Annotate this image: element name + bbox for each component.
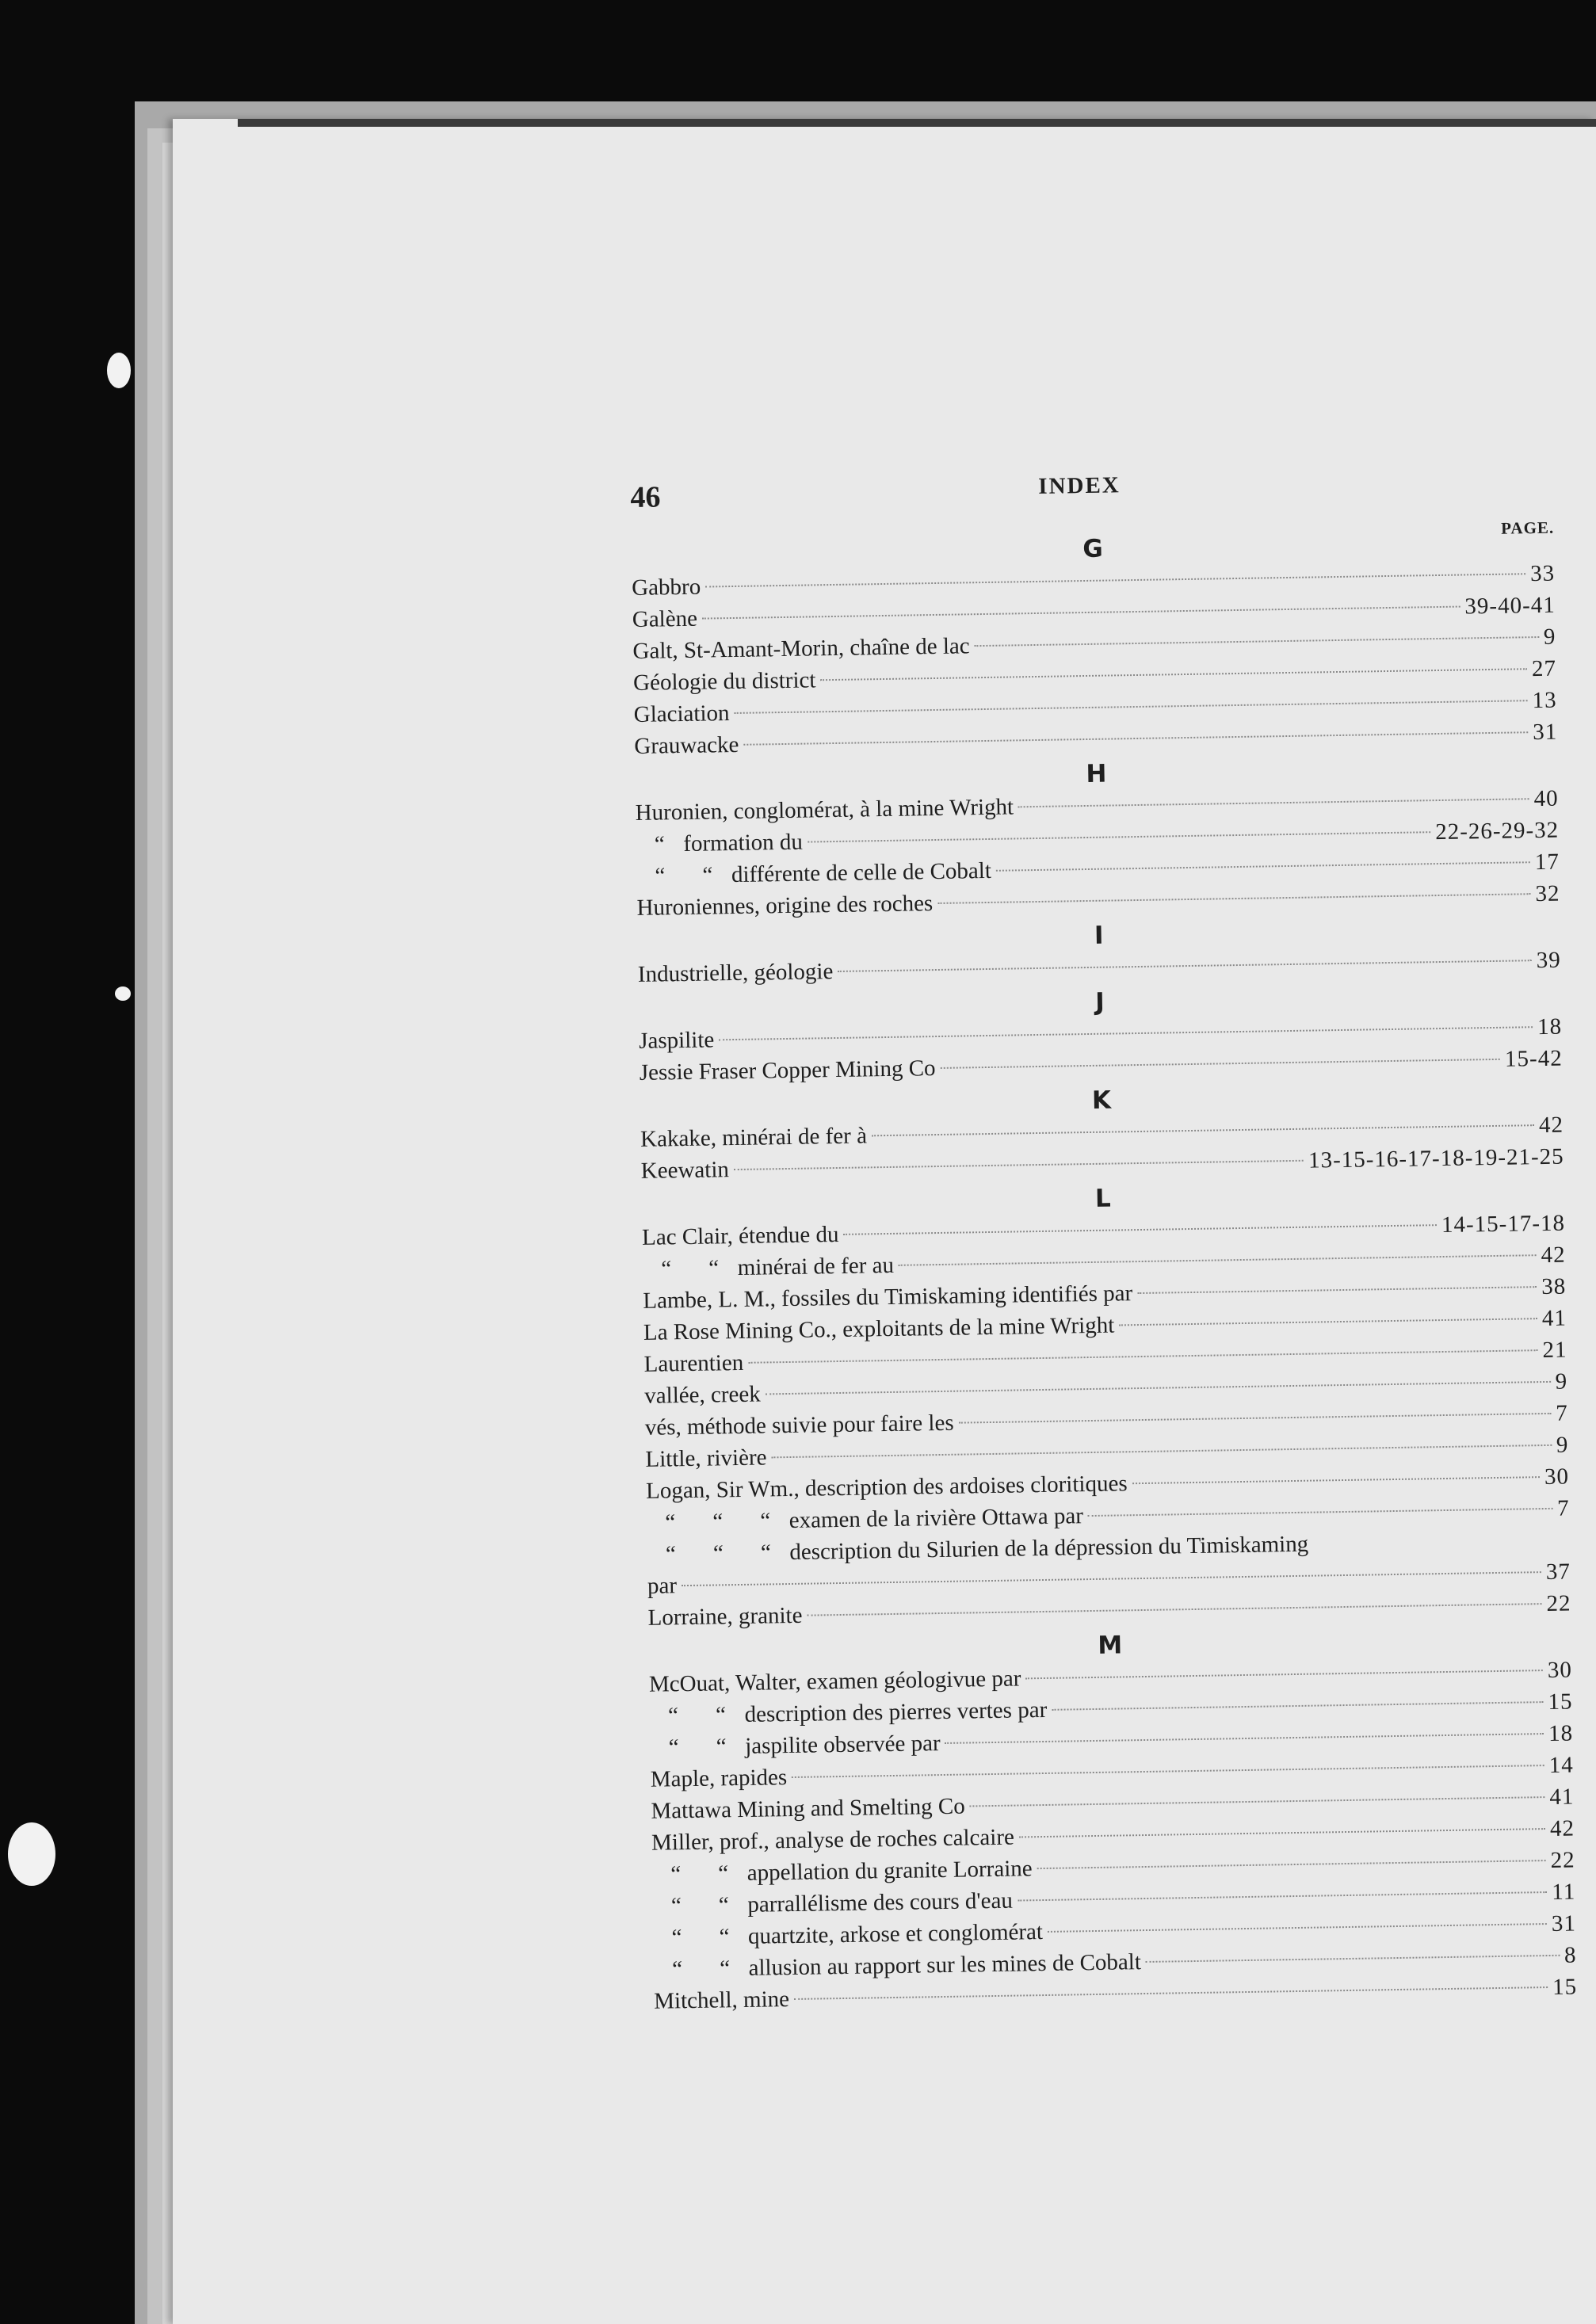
index-list bbox=[631, 523, 1577, 2017]
dot-leader bbox=[1037, 1860, 1546, 1869]
entry-pages: 9 bbox=[1543, 624, 1556, 650]
entry-pages: 15-42 bbox=[1504, 1045, 1563, 1072]
entry-pages: 9 bbox=[1556, 1432, 1569, 1458]
entry-term: Gabbro bbox=[631, 574, 701, 601]
entry-pages: 42 bbox=[1538, 1112, 1564, 1139]
dot-leader bbox=[794, 1986, 1548, 2000]
entry-term: Keewatin bbox=[640, 1157, 730, 1184]
entry-pages: 32 bbox=[1535, 880, 1560, 907]
entry-pages: 14 bbox=[1548, 1752, 1574, 1778]
entry-pages: 41 bbox=[1541, 1305, 1567, 1332]
ditto-mark: “ bbox=[670, 1861, 682, 1887]
entry-pages: 18 bbox=[1548, 1720, 1574, 1746]
entry-term: “ “ différente de celle de Cobalt bbox=[636, 855, 992, 892]
entry-pages: 11 bbox=[1552, 1879, 1576, 1905]
entry-term: Kakake, minérai de fer à bbox=[640, 1123, 868, 1152]
dot-leader bbox=[1025, 1670, 1542, 1679]
entry-term: “ “ “ description du Silurien de la dépression du Timiskaming bbox=[647, 1528, 1308, 1570]
entry-pages: 31 bbox=[1532, 719, 1558, 746]
section-letter: J bbox=[1094, 987, 1105, 1017]
entry-term: vés, méthode suivie pour faire les bbox=[644, 1410, 954, 1441]
ditto-mark: “ bbox=[655, 863, 666, 889]
entry-term: “ formation du bbox=[636, 826, 803, 861]
page-number: 46 bbox=[630, 480, 661, 514]
ditto-mark: “ bbox=[712, 1509, 724, 1535]
dot-leader bbox=[719, 1026, 1533, 1040]
entry-pages: 9 bbox=[1555, 1368, 1568, 1395]
entry-pages: 40 bbox=[1533, 785, 1559, 812]
entry-pages: 13-15-16-17-18-19-21-25 bbox=[1308, 1143, 1564, 1173]
entry-pages: 21 bbox=[1542, 1337, 1567, 1364]
entry-term: “ “ parrallélisme des cours d'eau bbox=[652, 1885, 1013, 1922]
ditto-mark: “ bbox=[668, 1734, 679, 1761]
entry-term: Lambe, L. M., fossiles du Timiskaming identifiés par bbox=[643, 1280, 1133, 1314]
dot-leader bbox=[941, 1059, 1501, 1069]
entry-pages: 42 bbox=[1541, 1242, 1566, 1269]
entry-term: Maple, rapides bbox=[650, 1765, 788, 1792]
section-letter: I bbox=[1094, 921, 1104, 950]
ditto-mark: “ bbox=[708, 1255, 720, 1281]
dot-leader bbox=[899, 1254, 1537, 1266]
ditto-mark: “ bbox=[661, 1256, 672, 1282]
dot-leader bbox=[743, 731, 1528, 746]
dot-leader bbox=[1052, 1701, 1543, 1711]
dot-leader bbox=[1313, 1541, 1565, 1545]
entry-pages: 39-40-41 bbox=[1464, 592, 1556, 620]
entry-term: Jaspilite bbox=[638, 1027, 715, 1054]
dot-leader bbox=[996, 861, 1530, 872]
ditto-mark: “ bbox=[712, 1540, 724, 1567]
dot-leader bbox=[1132, 1476, 1540, 1484]
dot-leader bbox=[734, 1160, 1304, 1170]
entry-term: Mattawa Mining and Smelting Co bbox=[651, 1793, 965, 1824]
ditto-mark: “ bbox=[718, 1892, 730, 1918]
binder-hole-mark bbox=[115, 986, 131, 1001]
dot-leader bbox=[959, 1413, 1552, 1424]
ditto-mark: “ bbox=[665, 1509, 676, 1536]
entry-term: Huronien, conglomérat, à la mine Wright bbox=[635, 794, 1014, 826]
entry-pages: 39 bbox=[1536, 947, 1562, 974]
entry-term: Glaciation bbox=[633, 700, 730, 727]
entry-term: Jessie Fraser Copper Mining Co bbox=[639, 1055, 936, 1086]
dot-leader bbox=[792, 1765, 1544, 1778]
binder-hole-mark bbox=[107, 353, 131, 388]
ditto-mark: “ bbox=[760, 1540, 772, 1566]
entry-term: “ “ jaspilite observée par bbox=[650, 1727, 941, 1764]
entry-term: McOuat, Walter, examen géologivue par bbox=[648, 1666, 1021, 1697]
dot-leader bbox=[945, 1733, 1544, 1744]
page-title: INDEX bbox=[1038, 472, 1121, 499]
entry-term: “ “ description des pierres vertes par bbox=[649, 1694, 1047, 1732]
entry-term: “ “ quartzite, arkose et conglomérat bbox=[653, 1916, 1044, 1954]
dot-leader bbox=[1019, 1828, 1545, 1837]
entry-pages: 13 bbox=[1532, 687, 1557, 714]
dot-leader bbox=[705, 573, 1525, 587]
ditto-mark: “ bbox=[671, 1956, 683, 1982]
ditto-mark: “ bbox=[719, 1924, 730, 1950]
dot-leader bbox=[1048, 1923, 1547, 1933]
dot-leader bbox=[872, 1124, 1534, 1136]
entry-term: Grauwacke bbox=[634, 731, 739, 759]
dot-leader bbox=[807, 1603, 1541, 1616]
dot-leader bbox=[975, 636, 1539, 647]
ditto-mark: “ bbox=[716, 1734, 727, 1760]
entry-pages: 15 bbox=[1552, 1974, 1578, 2000]
entry-pages: 30 bbox=[1544, 1463, 1570, 1490]
entry-pages: 14-15-17-18 bbox=[1441, 1210, 1566, 1238]
dot-leader bbox=[844, 1224, 1437, 1235]
section-letter: H bbox=[1086, 759, 1107, 789]
section-letter: M bbox=[1098, 1631, 1123, 1660]
ditto-mark: “ bbox=[718, 1860, 729, 1887]
dot-leader bbox=[1018, 798, 1529, 807]
entry-pages: 30 bbox=[1547, 1657, 1573, 1683]
entry-pages: 22-26-29-32 bbox=[1434, 817, 1560, 845]
dot-leader bbox=[808, 831, 1430, 842]
dot-leader bbox=[1088, 1508, 1552, 1517]
entry-term: Miller, prof., analyse de roches calcaire bbox=[651, 1824, 1015, 1856]
entry-term: “ “ minérai de fer au bbox=[642, 1250, 894, 1285]
entry-pages: 22 bbox=[1546, 1590, 1571, 1617]
entry-term: La Rose Mining Co., exploitants de la mine Wright bbox=[643, 1312, 1115, 1345]
ditto-mark: “ bbox=[670, 1893, 682, 1919]
entry-pages: 42 bbox=[1549, 1815, 1575, 1841]
entry-term: Lorraine, granite bbox=[647, 1602, 803, 1631]
entry-term: Galt, St-Amant-Morin, chaîne de lac bbox=[632, 633, 970, 664]
ditto-mark: “ bbox=[667, 1703, 679, 1729]
dot-leader bbox=[748, 1349, 1537, 1364]
ditto-mark: “ bbox=[671, 1925, 682, 1951]
entry-pages: 37 bbox=[1545, 1559, 1571, 1586]
entry-term: vallée, creek bbox=[644, 1381, 762, 1409]
dot-leader bbox=[1018, 1891, 1547, 1902]
dot-leader bbox=[702, 606, 1460, 620]
entry-term: Laurentien bbox=[643, 1349, 744, 1377]
entry-term: “ “ appellation du granite Lorraine bbox=[651, 1853, 1033, 1891]
entry-pages: 17 bbox=[1534, 849, 1560, 876]
entry-pages: 18 bbox=[1537, 1013, 1563, 1040]
section-letter: K bbox=[1091, 1086, 1112, 1115]
entry-term: Huroniennes, origine des roches bbox=[636, 891, 934, 921]
entry-term: “ “ “ examen de la rivière Ottawa par bbox=[646, 1500, 1083, 1539]
binder-hole-mark bbox=[8, 1822, 55, 1886]
entry-term: Mitchell, mine bbox=[654, 1986, 790, 2014]
entry-pages: 41 bbox=[1549, 1784, 1575, 1810]
dot-leader bbox=[766, 1381, 1551, 1395]
dot-leader bbox=[735, 700, 1528, 714]
ditto-mark: “ bbox=[665, 1541, 677, 1567]
entry-pages: 15 bbox=[1548, 1689, 1573, 1715]
section-letter: G bbox=[1082, 534, 1104, 564]
entry-term: “ “ allusion au rapport sur les mines de Cobalt bbox=[653, 1946, 1141, 1986]
entry-pages: 38 bbox=[1541, 1273, 1567, 1300]
dot-leader bbox=[1137, 1286, 1537, 1294]
section-letter: L bbox=[1094, 1184, 1112, 1213]
entry-pages: 27 bbox=[1531, 655, 1557, 682]
entry-term: Logan, Sir Wm., description des ardoises cloritiques bbox=[645, 1471, 1128, 1504]
dot-leader bbox=[1119, 1318, 1537, 1326]
entry-pages: 33 bbox=[1529, 560, 1556, 587]
entry-pages: 7 bbox=[1556, 1495, 1570, 1521]
entry-term: par bbox=[647, 1573, 678, 1599]
entry-term: Little, rivière bbox=[645, 1444, 767, 1472]
dot-leader bbox=[771, 1444, 1551, 1458]
ditto-mark: “ bbox=[715, 1702, 727, 1728]
entry-term: Industrielle, géologie bbox=[637, 959, 834, 987]
entry-pages: 7 bbox=[1555, 1400, 1568, 1426]
page-edge-shadow bbox=[238, 119, 1596, 127]
index-page bbox=[630, 461, 1578, 2060]
ditto-mark: “ bbox=[760, 1508, 771, 1534]
entry-term: Géologie du district bbox=[632, 667, 816, 696]
entry-pages: 22 bbox=[1550, 1847, 1575, 1873]
entry-pages: 31 bbox=[1551, 1910, 1577, 1937]
dot-leader bbox=[838, 960, 1531, 972]
dot-leader bbox=[970, 1796, 1545, 1807]
dot-leader bbox=[937, 893, 1530, 904]
dot-leader bbox=[1146, 1955, 1560, 1963]
ditto-mark: “ bbox=[654, 831, 666, 857]
dot-leader bbox=[682, 1571, 1541, 1586]
page-column-label: PAGE. bbox=[1500, 517, 1555, 538]
entry-pages: 8 bbox=[1564, 1942, 1577, 1968]
ditto-mark: “ bbox=[719, 1956, 731, 1982]
ditto-mark: “ bbox=[702, 862, 713, 888]
entry-term: Lac Clair, étendue du bbox=[641, 1221, 839, 1250]
dot-leader bbox=[820, 668, 1527, 681]
entry-term: Galène bbox=[632, 605, 698, 632]
